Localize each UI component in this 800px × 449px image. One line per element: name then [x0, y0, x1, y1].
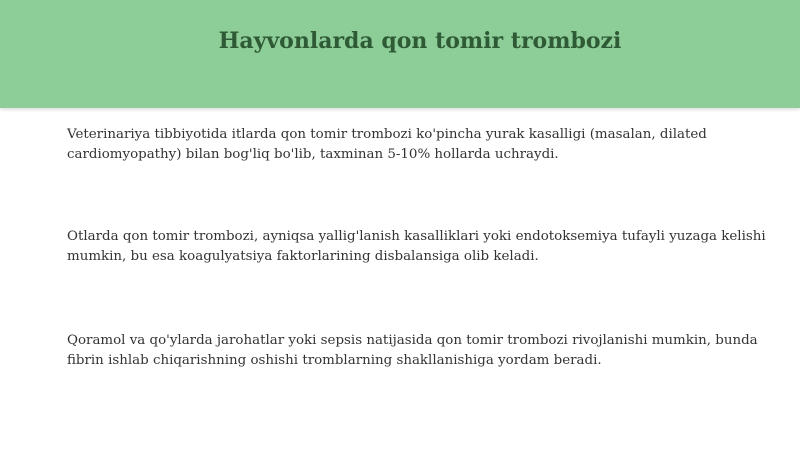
paragraph-dogs: Veterinariya tibbiyotida itlarda qon tomir trombozi ko'pincha yurak kasalligi (masalan, dilated cardiomyopathy) bilan bog'liq bo'lib, taxminan 5-10% hollarda uchraydi.: [67, 127, 707, 162]
slide-title: Hayvonlarda qon tomir trombozi: [218, 28, 622, 54]
paragraph-cattle-sheep: Qoramol va qo'ylarda jarohatlar yoki sepsis natijasida qon tomir trombozi rivojlanishi mumkin, bunda fibrin ishlab chiqarishning oshishi tromblarning shakllanishiga yordam beradi.: [67, 333, 758, 368]
paragraph-horses: Otlarda qon tomir trombozi, ayniqsa yallig'lanish kasalliklari yoki endotoksemiya tufayli yuzaga kelishi mumkin, bu esa koagulyatsiya faktorlarining disbalansiga olib keladi.: [67, 229, 766, 264]
header-band: [0, 0, 800, 108]
